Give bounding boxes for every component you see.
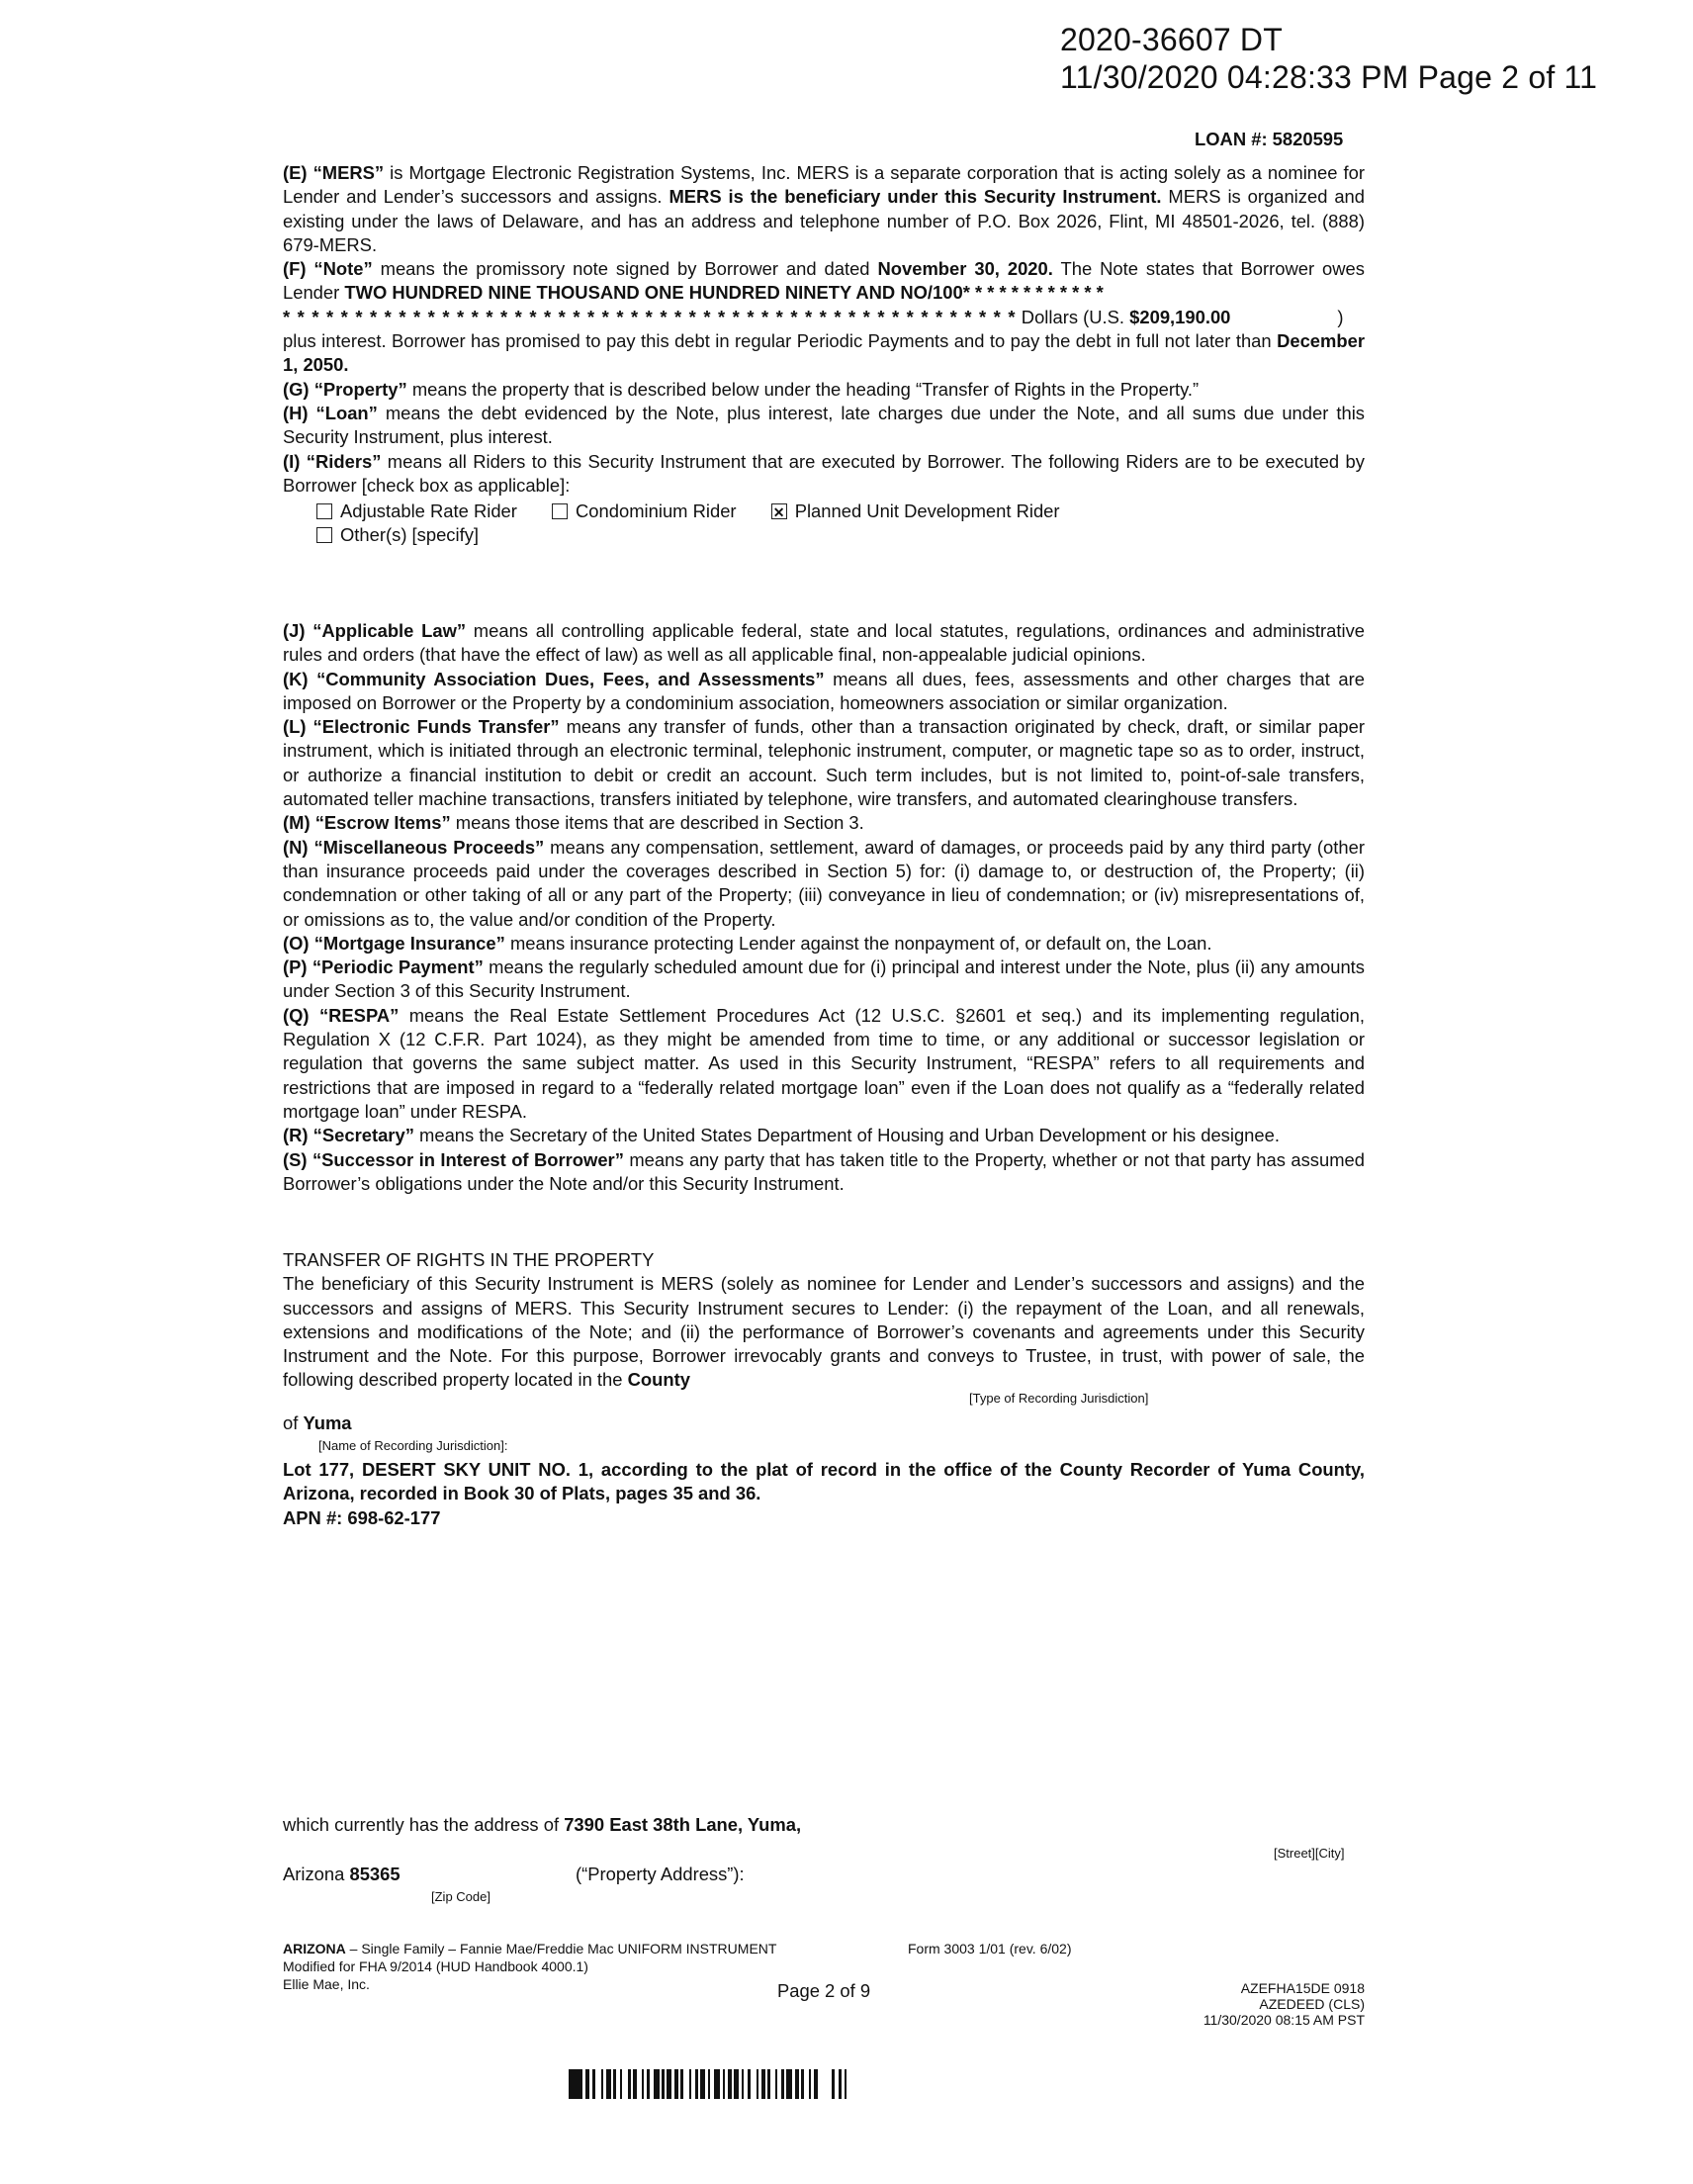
definition-q: (Q) “RESPA” means the Real Estate Settlement Procedures Act (12 U.S.C. §2601 et seq.) and its implementing regulation, Regulation X (12 C.F.R. Part 1024), as they might be amended from time to time, or any additional or successor legislation or regulation that governs the same subject matter. As used in this Security Instrument, “RESPA” refers to all requirements and restrictions that are imposed in regard to a “federally related mortgage loan” even if the Loan does not qualify as a “federally related mortgage loan” under RESPA. — [283, 1004, 1365, 1122]
form-code-2: AZEDEED (CLS) — [1259, 1996, 1365, 2012]
modified-note: Modified for FHA 9/2014 (HUD Handbook 4000.1) — [283, 1958, 588, 1974]
form-number: Form 3003 1/01 (rev. 6/02) — [908, 1941, 1072, 1956]
definitions-block-bottom — [283, 619, 1365, 1196]
definition-f-maturity: plus interest. Borrower has promised to pay this debt in regular Periodic Payments and to pay the debt in full not later than December 1, 2050. — [283, 330, 1365, 376]
riders-checklist — [316, 500, 1090, 547]
page-number: Page 2 of 9 — [777, 1980, 871, 2001]
definition-j: (J) “Applicable Law” means all controlling applicable federal, state and local statutes, regulations, ordinances and administrative rules and orders (that have the effect of law) as well as all applicable final, non-appealable judicial opinions. — [283, 620, 1365, 666]
property-address-label: (“Property Address”): — [576, 1864, 745, 1884]
loan-number: LOAN #: 5820595 — [1195, 129, 1344, 149]
definition-f: (F) “Note” means the promissory note signed by Borrower and dated November 30, 2020. The Note states that Borrower owes Lender TWO HUNDRED NINE THOUSAND ONE HUNDRED NINETY AND NO/100* * * * * * * * * * * * — [283, 258, 1365, 304]
address-line: which currently has the address of 7390 East 38th Lane, Yuma, — [283, 1814, 802, 1835]
definition-f-amount-line: * * * * * * * * * * * * * * * * * * * * * * * * * * * * * * * * * * * * * * * * * * * * * * * * * * * Dollars (U.S. $209,190.00 ) — [283, 306, 1344, 327]
definition-e: (E) “MERS” is Mortgage Electronic Registration Systems, Inc. MERS is a separate corporation that is acting solely as a nominee for Lender and Lender’s successors and assigns. MERS is the beneficiary under this Security Instrument. MERS is organized and existing under the laws of Delaware, and has an address and telephone number of P.O. Box 2026, Flint, MI 48501-2026, tel. (888) 679-MERS. — [283, 162, 1366, 255]
definition-l: (L) “Electronic Funds Transfer” means any transfer of funds, other than a transaction originated by check, draft, or similar paper instrument, which is initiated through an electronic terminal, telephonic instrument, computer, or magnetic tape so as to order, instruct, or authorize a financial institution to debit or credit an account. Such term includes, but is not limited to, point-of-sale transfers, automated teller machine transactions, transfers initiated by telephone, wire transfers, and automated clearinghouse transfers. — [283, 716, 1365, 810]
legal-description: Lot 177, DESERT SKY UNIT NO. 1, according to the plat of record in the office of the County Recorder of Yuma County, Arizona, recorded in Book 30 of Plats, pages 35 and 36. APN #: 698-62-177 — [283, 1458, 1365, 1530]
form-code-3: 11/30/2020 08:15 AM PST — [1203, 2012, 1365, 2028]
jurisdiction-type-caption: [Type of Recording Jurisdiction] — [969, 1391, 1149, 1406]
barcode-bar — [846, 2069, 850, 2099]
form-code-1: AZEFHA15DE 0918 — [1240, 1980, 1365, 1996]
transfer-heading: TRANSFER OF RIGHTS IN THE PROPERTY — [283, 1249, 655, 1270]
definition-s: (S) “Successor in Interest of Borrower” means any party that has taken title to the Property, whether or not that party has assumed Borrower’s obligations under the Note and/or this Security Instrument. — [283, 1148, 1365, 1194]
definition-k: (K) “Community Association Dues, Fees, and Assessments” means all dues, fees, assessments and other charges that are imposed on Borrower or the Property by a condominium association, homeowners association or similar organization. — [283, 668, 1365, 713]
definition-h: (H) “Loan” means the debt evidenced by the Note, plus interest, late charges due under the Note, and all sums due under this Security Instrument, plus interest. — [283, 402, 1365, 448]
transfer-text: The beneficiary of this Security Instrument is MERS (solely as nominee for Lender and Lender’s successors and assigns) and the successors and assigns of MERS. This Security Instrument secures to Lender: (i) the repayment of the Loan, and all renewals, extensions and modifications of the Note; and (ii) the performance of Borrower’s covenants and agreements under this Security Instrument and the Note. For this purpose, Borrower irrevocably grants and conveys to Trustee, in trust, with power of sale, the following described property located in the County — [283, 1273, 1365, 1391]
definition-i: (I) “Riders” means all Riders to this Security Instrument that are executed by Borrower. The following Riders are to be executed by Borrower [check box as applicable]: — [283, 450, 1365, 496]
rider-adjustable-rate[interactable]: Adjustable Rate Rider — [316, 500, 517, 523]
transfer-section — [283, 1248, 1365, 1393]
definition-r: (R) “Secretary” means the Secretary of the United States Department of Housing and Urban Development or his designee. — [283, 1125, 1280, 1146]
recording-datetime: 11/30/2020 04:28:33 PM Page 2 of 11 — [1060, 59, 1598, 95]
zip-caption: [Zip Code] — [431, 1889, 490, 1904]
rider-planned-unit-development[interactable]: ✕ Planned Unit Development Rider — [771, 500, 1060, 523]
definition-m: (M) “Escrow Items” means those items that are described in Section 3. — [283, 812, 864, 834]
barcode — [569, 2069, 1083, 2099]
definition-o: (O) “Mortgage Insurance” means insurance protecting Lender against the nonpayment of, or default on, the Loan. — [283, 932, 1212, 954]
barcode-bar — [818, 2069, 832, 2099]
state-zip-line: Arizona 85365 — [283, 1864, 401, 1884]
jurisdiction-name-line: of Yuma — [283, 1412, 352, 1433]
checkbox-planned-unit-development[interactable] — [771, 503, 787, 519]
apn-number: APN #: 698-62-177 — [283, 1506, 441, 1528]
jurisdiction-type: County — [627, 1369, 690, 1391]
rider-other[interactable]: Other(s) [specify] — [316, 523, 479, 547]
checkbox-other[interactable] — [316, 527, 332, 543]
vendor-name: Ellie Mae, Inc. — [283, 1976, 370, 1992]
definition-p: (P) “Periodic Payment” means the regularly scheduled amount due for (i) principal and interest under the Note, plus (ii) any amounts under Section 3 of this Security Instrument. — [283, 956, 1365, 1002]
form-title: ARIZONA – Single Family – Fannie Mae/Freddie Mac UNIFORM INSTRUMENT — [283, 1941, 777, 1956]
checkbox-adjustable-rate[interactable] — [316, 503, 332, 519]
definitions-block-top — [283, 161, 1365, 498]
barcode-bar — [569, 2069, 582, 2099]
rider-condominium[interactable]: Condominium Rider — [552, 500, 737, 523]
recording-number: 2020-36607 DT — [1060, 22, 1283, 57]
jurisdiction-name-caption: [Name of Recording Jurisdiction]: — [318, 1438, 508, 1453]
definition-n: (N) “Miscellaneous Proceeds” means any compensation, settlement, award of damages, or proceeds paid by any third party (other than insurance proceeds paid under the coverages described in Section 5) for: (i) damage to, or destruction of, the Property; (ii) condemnation or other taking of all or any part of the Property; (iii) conveyance in lieu of condemnation; or (iv) misrepresentations of, or omissions as to, the value and/or condition of the Property. — [283, 836, 1365, 930]
checkbox-condominium[interactable] — [552, 503, 568, 519]
definition-g: (G) “Property” means the property that is described below under the heading “Transfer of Rights in the Property.” — [283, 378, 1200, 400]
street-city-caption: [Street][City] — [1274, 1846, 1345, 1861]
